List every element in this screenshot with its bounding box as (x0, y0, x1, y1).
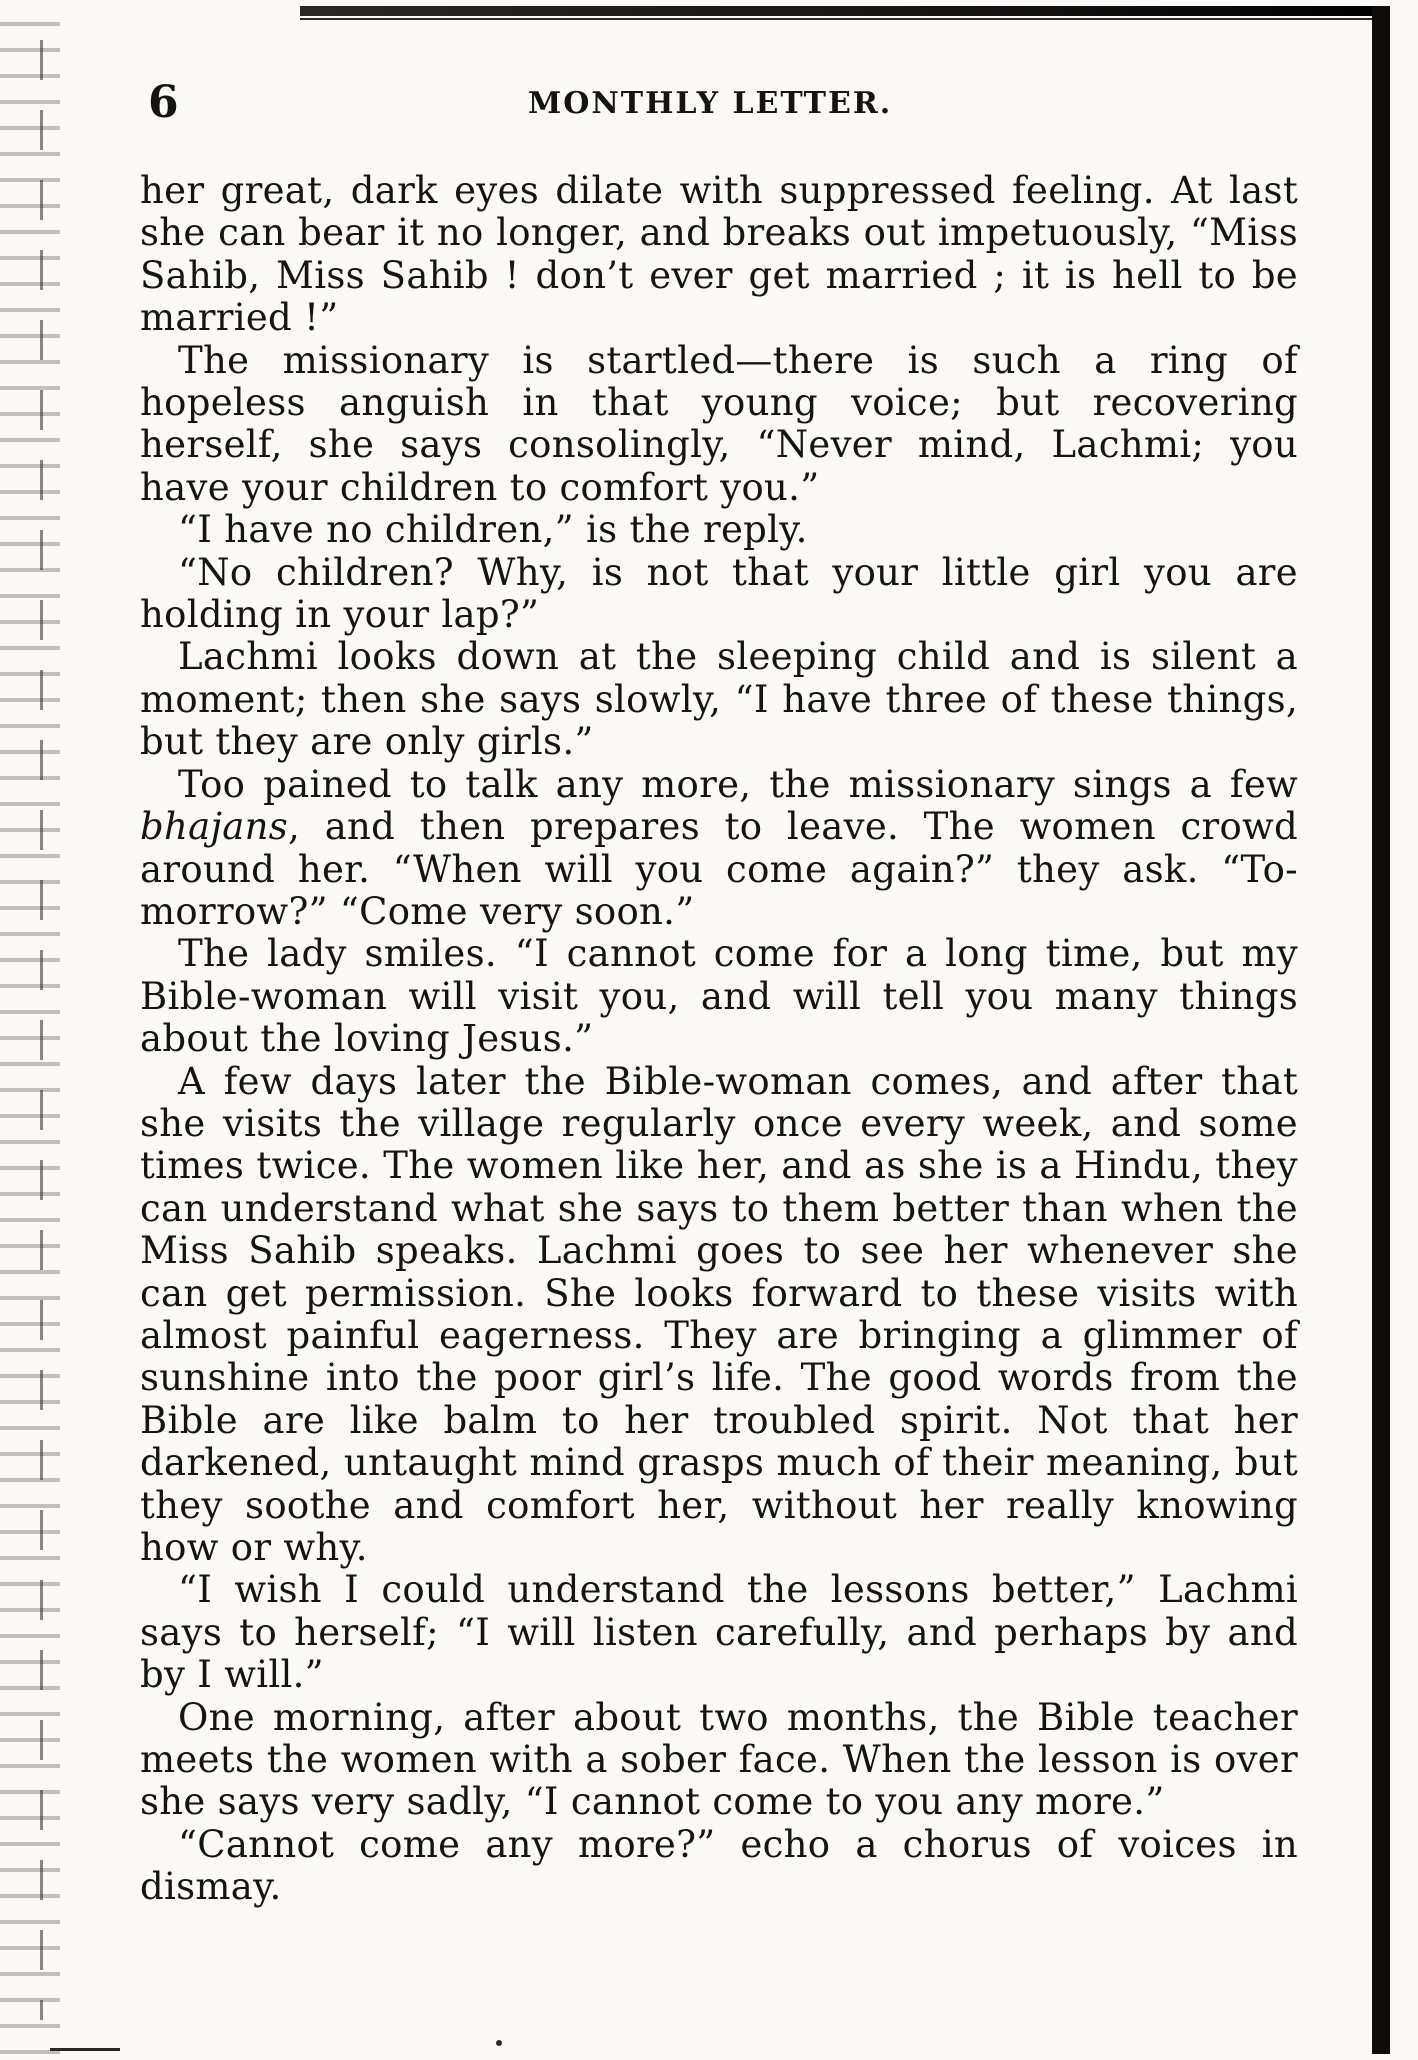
page-header (148, 78, 1298, 128)
paragraph (140, 764, 1298, 934)
italic-term: bhajans (140, 805, 289, 849)
paragraph (140, 933, 1298, 1060)
text-run: “No children? Why, is not that your little girl you are holding in your lap?” (140, 550, 1298, 637)
right-binding-edge (1372, 6, 1390, 2054)
left-scan-margin (0, 0, 60, 2060)
text-run: , and then prepares to leave. The women crowd around her. “When will you come again?” they ask. “To-morrow?” “Come very soon.” (140, 805, 1298, 933)
text-run: The missionary is startled—there is such a ring of hopeless anguish in that young voice; but recovering herself, she says consolingly, “Never mind, Lachmi; you have your children to comfort you.” (140, 338, 1298, 509)
paragraph (140, 552, 1298, 637)
text-run: “I have no children,” is the reply. (178, 508, 808, 552)
paragraph (140, 170, 1298, 340)
text-run: “I wish I could understand the lessons better,” Lachmi says to herself; “I will listen carefully, and perhaps by and by I will.” (140, 1568, 1298, 1697)
footer-mark (496, 2040, 502, 2046)
top-border-rule-thin (300, 18, 1372, 20)
text-run: Lachmi looks down at the sleeping child and is silent a moment; then she says slowly, “I have three of these things, but they are only girls.” (140, 635, 1298, 764)
running-head: MONTHLY LETTER. (528, 86, 893, 121)
paragraph (140, 1824, 1298, 1909)
paragraph (140, 636, 1298, 763)
text-run: her great, dark eyes dilate with suppressed feeling. At last she can bear it no longer, and breaks out impetuously, “Miss Sahib, Miss Sahib ! don’t ever get married ; it is hell to be married !” (140, 169, 1298, 340)
text-run: The lady smiles. “I cannot come for a long time, but my Bible-woman will visit you, and will tell you many things about the loving Jesus.” (140, 932, 1298, 1061)
body-text (140, 170, 1298, 1909)
left-scan-margin-line (40, 40, 43, 2020)
text-run: “Cannot come any more?” echo a chorus of voices in dismay. (140, 1822, 1298, 1909)
text-run: A few days later the Bible-woman comes, and after that she visits the village regularly once every week, and some times twice. The women like her, and as she is a Hindu, they can understand what she says to them better than when the Miss Sahib speaks. Lachmi goes to see her whenever she can get permission. She looks forward to these visits with almost painful eagerness. They are bringing a glimmer of sunshine into the poor girl’s life. The good words from the Bible are like balm to her troubled spirit. Not that her darkened, untaught mind grasps much of their meaning, but they soothe and comfort her, without her really knowing how or why. (140, 1059, 1298, 1569)
footer-rule (50, 2048, 120, 2051)
paragraph (140, 509, 1298, 551)
text-run: Too pained to talk any more, the missionary sings a few (178, 762, 1298, 806)
paragraph (140, 1697, 1298, 1824)
text-run: One morning, after about two months, the Bible teacher meets the women with a sober face. When the lesson is over she says very sadly, “I cannot come to you any more.” (140, 1695, 1298, 1824)
paragraph (140, 340, 1298, 510)
top-border-rule (300, 6, 1372, 16)
paragraph (140, 1569, 1298, 1696)
paragraph (140, 1061, 1298, 1570)
page-number: 6 (148, 77, 179, 128)
